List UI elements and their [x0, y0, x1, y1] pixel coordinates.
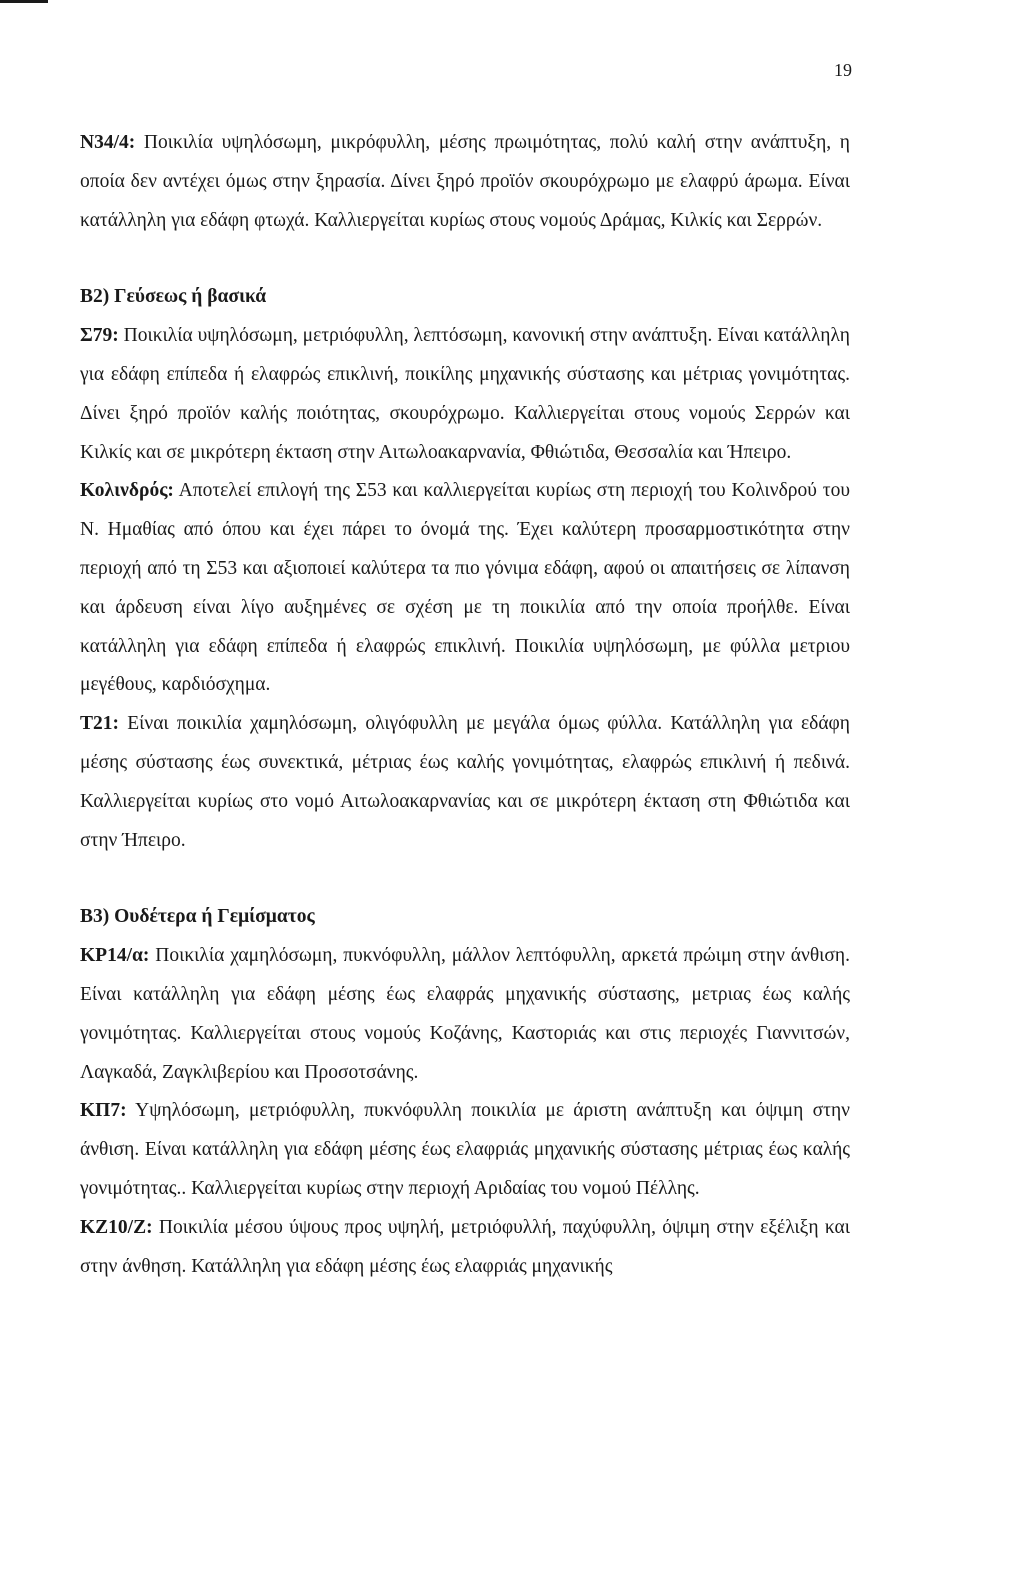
paragraph-text: Ποικιλία υψηλόσωμη, μετριόφυλλη, λεπτόσωμη, κανονική στην ανάπτυξη. Είναι κατάλληλη για εδάφη επίπεδα ή ελαφρώς επικλινή, ποικίλης μηχανικής σύστασης και μέτριας γονιμότητας. Δίνει ξηρό προϊόν καλής ποιότητας, σκουρόχρωμο. Καλλιεργείται στους νομούς Σερρών και Κιλκίς και σε μικρότερη έκταση στην Αιτωλοακαρνανία, Φθιώτιδα, Θεσσαλία και Ήπειρο.	[80, 325, 850, 463]
paragraph-text: Ποικιλία χαμηλόσωμη, πυκνόφυλλη, μάλλον λεπτόφυλλη, αρκετά πρώιμη στην άνθιση. Είναι κατάλληλη για εδάφη μέσης έως ελαφράς μηχανικής σύστασης, μετριας έως καλής γονιμότητας. Καλλιεργείται στους νομούς Κοζάνης, Καστοριάς και στις περιοχές Γιαννιτσών, Λαγκαδά, Ζαγκλιβερίου και Προσοτσάνης.	[80, 945, 850, 1083]
page-number: 19	[834, 60, 852, 80]
section-heading-b2: Β2) Γεύσεως ή βασικά	[80, 286, 267, 308]
paragraph-s79	[80, 317, 850, 472]
paragraph-text: Υψηλόσωμη, μετριόφυλλη, πυκνόφυλλη ποικιλία με άριστη ανάπτυξη και όψιμη στην άνθιση. Είναι κατάλληλη για εδάφη μέσης έως ελαφριάς μηχανικής σύστασης μέτριας έως καλής γονιμότητας.. Καλλιεργείται κυρίως στην περιοχή Αριδαίας του νομού Πέλλης.	[80, 1100, 850, 1199]
paragraph-text: Είναι ποικιλία χαμηλόσωμη, ολιγόφυλλη με μεγάλα όμως φύλλα. Κατάλληλη για εδάφη μέσης σύστασης έως συνεκτικά, μέτριας έως καλής γονιμότητας, ελαφρώς επικλινή ή πεδινά. Καλλιεργείται κυρίως στο νομό Αιτωλοακαρνανίας και σε μικρότερη έκταση στη Φθιώτιδα και στην Ήπειρο.	[80, 713, 850, 851]
spacer	[80, 860, 850, 898]
paragraph-t21	[80, 705, 850, 860]
paragraph-kp7	[80, 1092, 850, 1208]
paragraph-text: Ποικιλία μέσου ύψους προς υψηλή, μετριόφυλλή, παχύφυλλη, όψιμη στην εξέλιξη και στην άνθηση. Κατάλληλη για εδάφη μέσης έως ελαφριάς μηχανικής	[80, 1216, 850, 1277]
spacer	[80, 240, 850, 278]
paragraph-kz10z	[80, 1209, 850, 1287]
page-body	[80, 124, 850, 1286]
top-rule	[0, 0, 48, 3]
paragraph-kolindros	[80, 472, 850, 705]
section-heading-b3: Β3) Ουδέτερα ή Γεμίσματος	[80, 906, 315, 928]
paragraph-text: Αποτελεί επιλογή της Σ53 και καλλιεργείται κυρίως στη περιοχή του Κολινδρού του Ν. Ημαθίας από όπου και έχει πάρει το όνομά της. Έχει καλύτερη προσαρμοστικότητα στην περιοχή από τη Σ53 και αξιοποιεί καλύτερα τα πιο γόνιμα εδάφη, αφού οι απαιτήσεις σε λίπανση και άρδευση είναι λίγο αυξημένες σε σχέση με τη ποικιλία από την οποία προήλθε. Είναι κατάλληλη για εδάφη επίπεδα ή ελαφρώς επικλινή. Ποικιλία υψηλόσωμη, με φύλλα μετριου μεγέθους, καρδιόσχημα.	[80, 480, 850, 696]
paragraph-kr14a	[80, 937, 850, 1092]
paragraph-text: Ποικιλία υψηλόσωμη, μικρόφυλλη, μέσης πρωιμότητας, πολύ καλή στην ανάπτυξη, η οποία δεν αντέχει όμως στην ξηρασία. Δίνει ξηρό προϊόν σκουρόχρωμο με ελαφρύ άρωμα. Είναι κατάλληλη για εδάφη φτωχά. Καλλιεργείται κυρίως στους νομούς Δράμας, Κιλκίς και Σερρών.	[80, 132, 850, 231]
variety-term: ΚΡ14/α:	[80, 945, 150, 967]
paragraph-n34-4	[80, 124, 850, 240]
variety-term: Κολινδρός:	[80, 480, 174, 502]
variety-term: ΚΠ7:	[80, 1100, 127, 1122]
variety-term: ΚΖ10/Ζ:	[80, 1216, 153, 1238]
variety-term: Τ21:	[80, 713, 119, 735]
variety-term: Σ79:	[80, 325, 119, 347]
variety-term: N34/4:	[80, 132, 136, 153]
